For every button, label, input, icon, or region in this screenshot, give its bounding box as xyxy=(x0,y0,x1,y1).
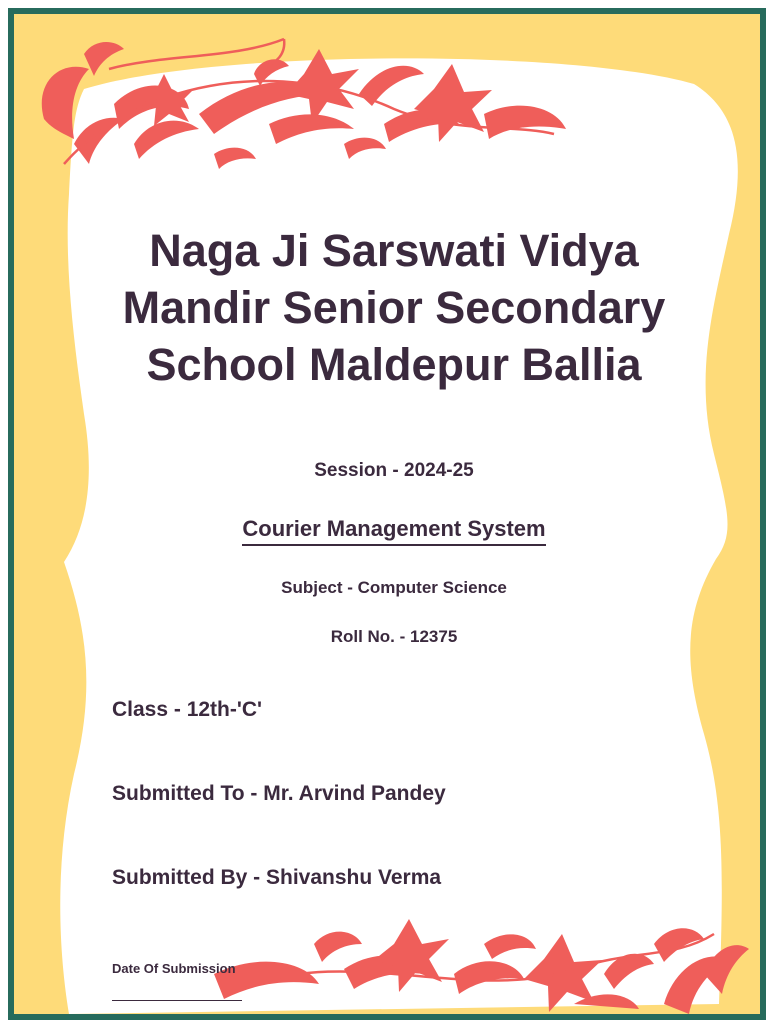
roll-number-text: Roll No. - 12375 xyxy=(330,627,458,646)
class-text: Class - 12th-'C' xyxy=(112,698,263,721)
project-title-text: Courier Management System xyxy=(242,516,545,546)
submitted-to-text: Submitted To - Mr. Arvind Pandey xyxy=(112,782,446,805)
title-line-2: Mandir Senior Secondary xyxy=(122,282,666,333)
submitted-by-text: Submitted By - Shivanshu Verma xyxy=(112,866,442,889)
school-name-title xyxy=(14,222,766,393)
floral-bottom-ornament xyxy=(14,14,760,1014)
session-text: Session - 2024-25 xyxy=(314,460,474,481)
title-line-1: Naga Ji Sarswati Vidya xyxy=(149,225,639,276)
date-of-submission-label: Date Of Submission xyxy=(112,961,236,976)
date-signature-line xyxy=(112,1000,242,1001)
subject-text: Subject - Computer Science xyxy=(281,578,507,597)
project-title xyxy=(14,516,766,542)
title-line-3: School Maldepur Ballia xyxy=(146,339,642,390)
page-border-frame xyxy=(8,8,766,1020)
